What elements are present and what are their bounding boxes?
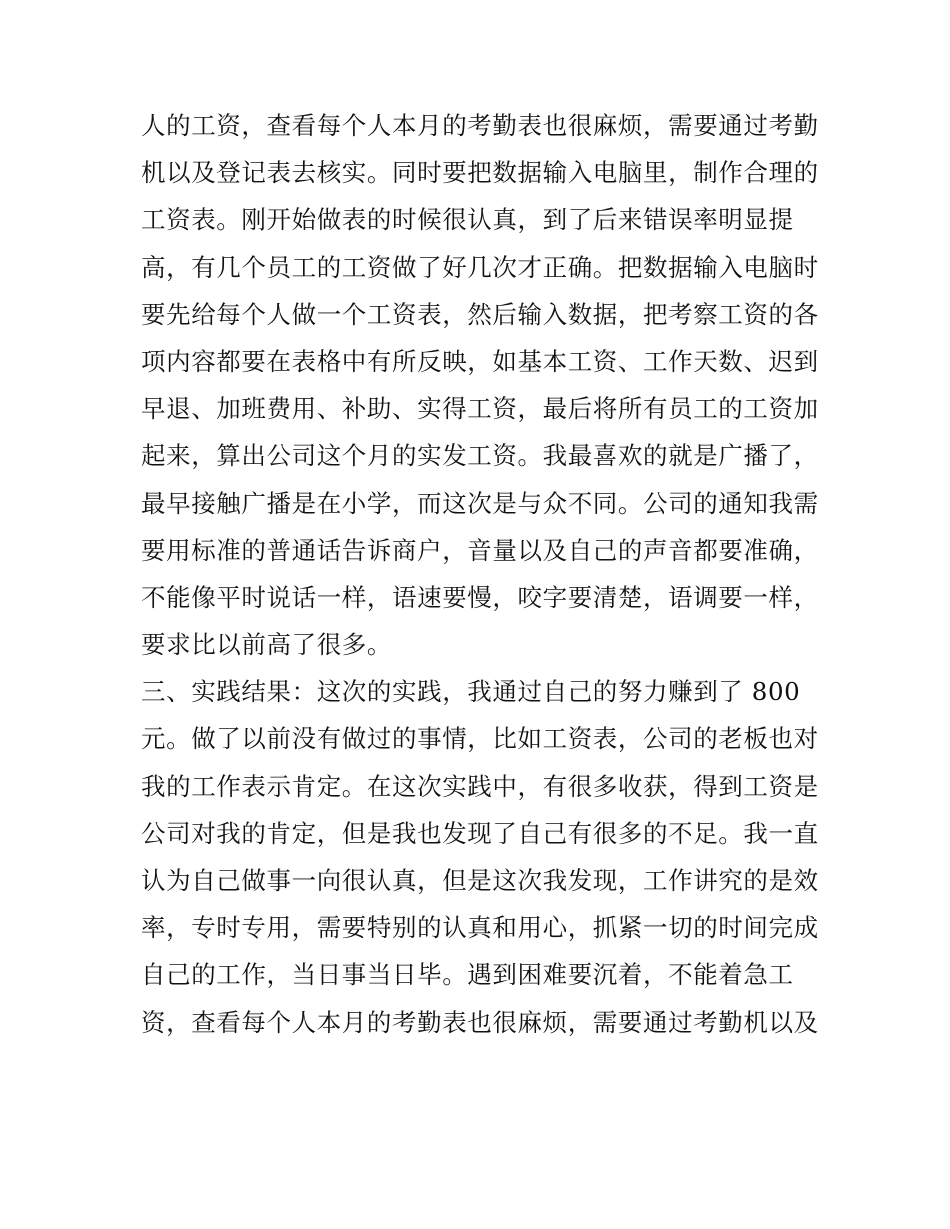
text-line: 元。做了以前没有做过的事情，比如工资表，公司的老板也对 — [141, 724, 819, 754]
text-line: 我的工作表示肯定。在这次实践中，有很多收获，得到工资是 — [141, 771, 819, 801]
text-line: 不能像平时说话一样，语速要慢，咬字要清楚，语调要一样， — [141, 582, 819, 612]
text-line: 资，查看每个人本月的考勤表也很麻烦，需要通过考勤机以及 — [141, 1007, 819, 1037]
text-line: 高，有几个员工的工资做了好几次才正确。把数据输入电脑时 — [141, 252, 819, 282]
body-text — [141, 102, 821, 1046]
text-line: 起来，算出公司这个月的实发工资。我最喜欢的就是广播了， — [141, 441, 819, 471]
text-line: 人的工资，查看每个人本月的考勤表也很麻烦，需要通过考勤 — [141, 111, 819, 140]
text-line: 最早接触广播是在小学，而这次是与众不同。公司的通知我需 — [141, 488, 819, 518]
text-line: 自己的工作，当日事当日毕。遇到困难要沉着，不能着急工 — [141, 960, 794, 990]
text-line: 项内容都要在表格中有所反映，如基本工资、工作天数、迟到 — [141, 346, 819, 376]
text-line: 早退、加班费用、补助、实得工资，最后将所有员工的工资加 — [141, 394, 819, 424]
text-line: 工资表。刚开始做表的时候很认真，到了后来错误率明显提 — [141, 205, 794, 235]
text-line: 要用标准的普通话告诉商户，音量以及自己的声音都要准确， — [141, 535, 819, 565]
section-heading-line: 三、实践结果：这次的实践，我通过自己的努力赚到了 800 — [141, 677, 801, 707]
text-line: 机以及登记表去核实。同时要把数据输入电脑里，制作合理的 — [141, 158, 819, 188]
text-line: 要求比以前高了很多。 — [141, 630, 392, 660]
text-line: 率，专时专用，需要特别的认真和用心，抓紧一切的时间完成 — [141, 913, 819, 943]
text-line: 公司对我的肯定，但是我也发现了自己有很多的不足。我一直 — [141, 818, 819, 848]
text-line: 认为自己做事一向很认真，但是这次我发现，工作讲究的是效 — [141, 866, 819, 895]
text-line: 要先给每个人做一个工资表，然后输入数据，把考察工资的各 — [141, 299, 819, 329]
